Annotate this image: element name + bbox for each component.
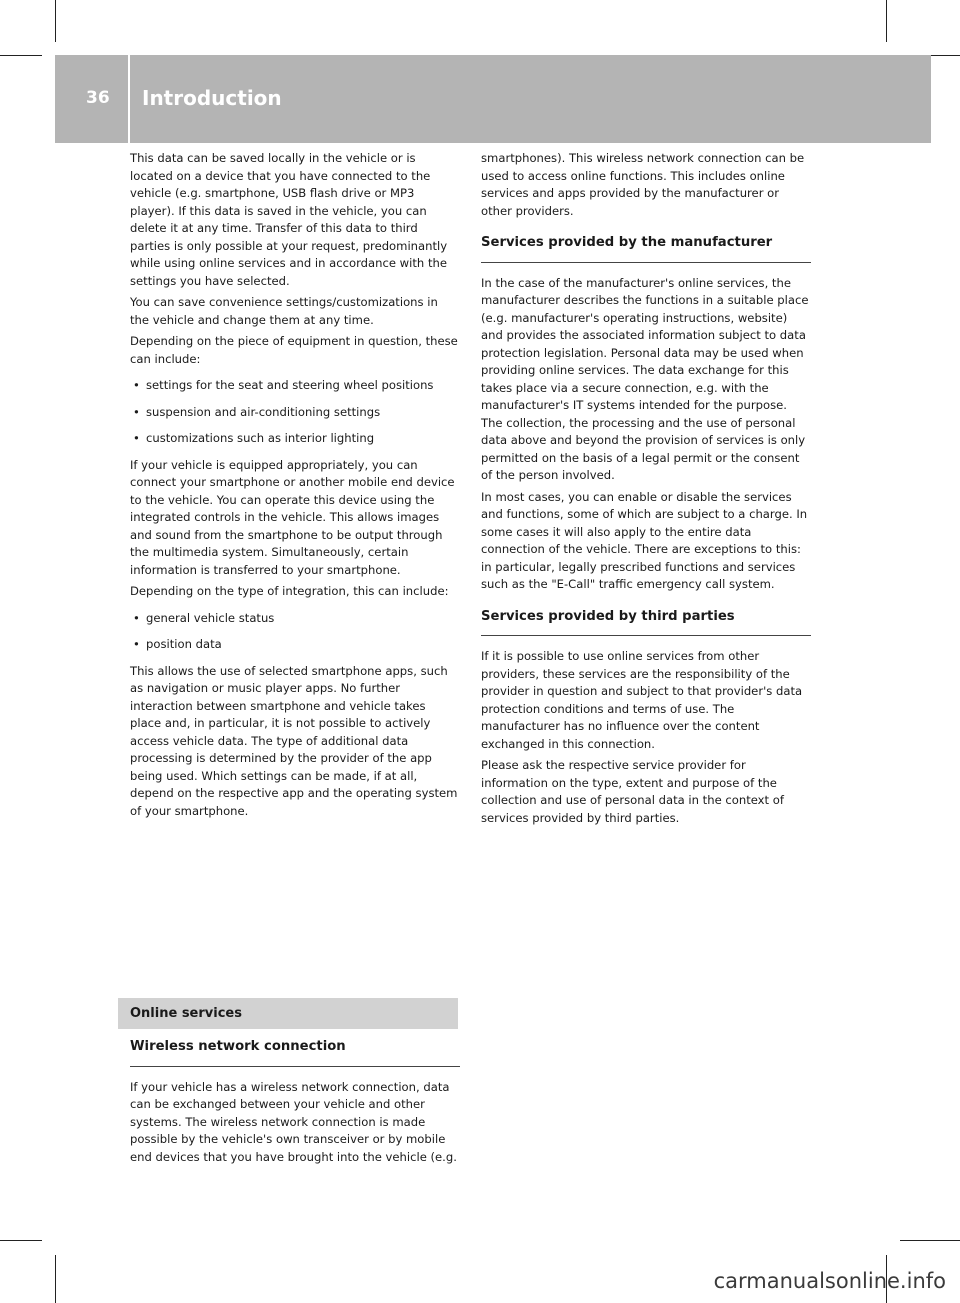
crop-mark [0, 55, 42, 56]
heading-rule [481, 262, 811, 263]
page-number: 36 [86, 88, 110, 108]
paragraph: If your vehicle is equipped appropriately, you can connect your smartphone or another mobile end device to the vehicle. You can operate this device using the integrated controls in the vehicle. This allows images and sound from the smartphone to be output through the multimedia system. Simultaneously, certain information is transferred to your smartphone. [130, 457, 455, 577]
list-item: • settings for the seat and steering wheel positions [130, 377, 460, 395]
heading-rule [130, 1066, 460, 1067]
wireless-section [130, 1038, 460, 1170]
paragraph: This allows the use of selected smartphone apps, such as navigation or music player apps. No further interaction between smartphone and vehicle takes place and, in particular, it is not possible to actively access vehicle data. The type of additional data processing is determined by the provider of the app being used. Which settings can be made, if at all, depend on the respective app and the operating system of your smartphone. [130, 663, 458, 818]
left-column [130, 150, 460, 824]
crop-mark [55, 1255, 56, 1303]
section-heading: Services provided by the manufacturer [481, 235, 773, 250]
list-item: • general vehicle status [130, 610, 460, 628]
crop-mark [0, 1240, 42, 1241]
paragraph: You can save convenience settings/customizations in the vehicle and change them at any time. [130, 295, 438, 327]
crop-mark [900, 1240, 960, 1241]
section-heading: Services provided by third parties [481, 608, 735, 624]
section-heading: Wireless network connection [130, 1039, 346, 1054]
right-column [481, 150, 811, 831]
paragraph: In most cases, you can enable or disable the services and functions, some of which are subject to a charge. In some cases it will also apply to the entire data connection of the vehicle. There are exceptions to this: in particular, legally prescribed functions and services such as the "E-Call" traffic emergency call system. [481, 489, 808, 591]
section-title: Introduction [142, 86, 282, 110]
list-item: • suspension and air-conditioning settings [130, 404, 460, 422]
crop-mark [55, 0, 56, 42]
crop-mark [886, 0, 887, 42]
bullet-list [130, 610, 460, 654]
list-item: • position data [130, 636, 460, 654]
paragraph: Depending on the piece of equipment in question, these can include: [130, 334, 458, 366]
online-services-heading: Online services [130, 1006, 242, 1021]
paragraph: In the case of the manufacturer's online services, the manufacturer describes the functions in a suitable place (e.g. manufacturer's operating instructions, website) and provides the associated information subject to data protection legislation. Personal data may be used when providing online services. The data exchange for this takes place via a secure connection, e.g. with the manufacturer's IT systems intended for the purpose. The collection, the processing and the use of personal data above and beyond the provision of services is only permitted on the basis of a legal permit or the consent of the person involved. [481, 275, 809, 482]
header-divider [128, 55, 130, 143]
watermark[interactable]: carmanualsonline.info [713, 1269, 946, 1293]
list-item: • customizations such as interior lighting [130, 430, 460, 448]
bullet-list [130, 377, 460, 448]
paragraph: If it is possible to use online services from other providers, these services are the responsibility of the provider in question and subject to that provider's data protection conditions and terms of use. The manufacturer has no influence over the content exchanged in this connection. [481, 649, 803, 751]
online-services-bar [118, 998, 458, 1029]
paragraph: If your vehicle has a wireless network connection, data can be exchanged between your vehicle and other systems. The wireless network connection is made possible by the vehicle's own transceiver or by mobile end devices that you have brought into the vehicle (e.g. [130, 1079, 457, 1164]
paragraph: This data can be saved locally in the vehicle or is located on a device that you have connected to the vehicle (e.g. smartphone, USB flash drive or MP3 player). If this data is saved in the vehicle, you can delete it at any time. Transfer of this data to third parties is only possible at your request, predominantly while using online services and in accordance with the settings you have selected. [130, 151, 448, 288]
paragraph: Please ask the respective service provider for information on the type, extent and purpose of the collection and use of personal data in the context of services provided by third parties. [481, 758, 784, 825]
paragraph: Depending on the type of integration, this can include: [130, 584, 449, 598]
heading-rule [481, 635, 811, 636]
paragraph: smartphones). This wireless network connection can be used to access online functions. This includes online services and apps provided by the manufacturer or other providers. [481, 151, 805, 218]
